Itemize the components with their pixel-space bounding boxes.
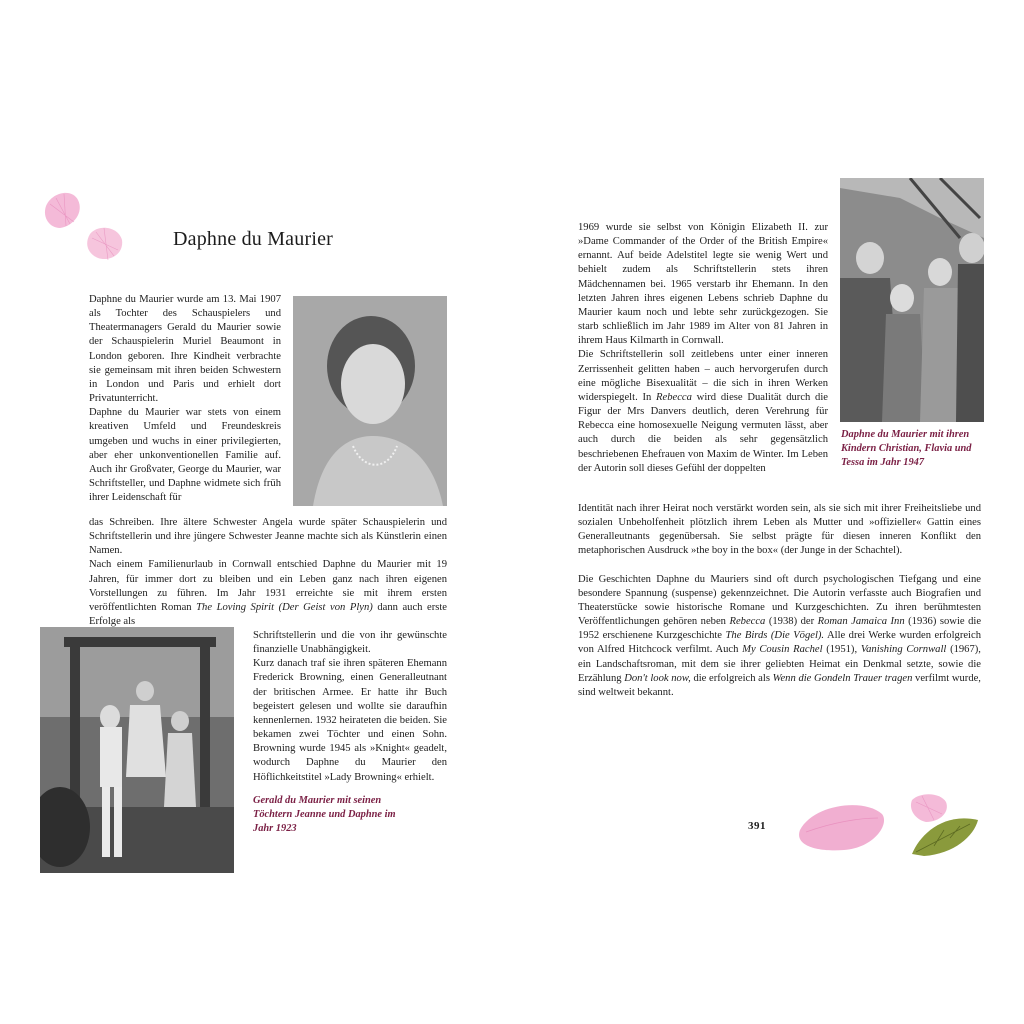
paragraph: Kurz danach traf sie ihren späteren Ehemann Frederick Browning, einen Generalleutnant der britischen Armee. Er hatte ihr Buch begeistert gelesen und wollte sie daraufhin kennenlernen. 1932 heirateten die beiden. Sie bekamen zwei Töchter und einen Sohn. Browning wurde 1945 als »Knight« geadelt, wodurch Daphne du Maurier den Höflichkeitstitel »Lady Browning« erhielt.: [253, 658, 447, 783]
portrait-photo: [293, 296, 447, 506]
text-run: Die Geschichten Daphne du Mauriers sind oft durch psychologischen Tiefgang und eine besondere Spannung (suspense) gekennzeichnet. Die Autorin verfasste auch Biografien und Theaterstücke sowie historische Romane und Kurzgeschichten. Zu ihren berühmtesten Veröffentlichungen gehören neben: [578, 573, 981, 628]
book-title: My Cousin Rachel: [742, 644, 823, 656]
text-run: Die Schriftstellerin soll zeitlebens unter einer inneren Zerrissenheit gelitten haben – auch hervorgerufen durch eine mögliche Bisexualität – die sich in ihren Werken widerspiegelt. In: [578, 349, 828, 403]
paragraph: [578, 573, 981, 700]
text-run: dann auch erste Erfolge als: [89, 601, 448, 628]
text-run: (1938) der: [768, 616, 815, 628]
family-garden-photo: [40, 627, 234, 873]
right-text-full: [578, 502, 981, 700]
book-title: Roman Jamaica Inn: [817, 616, 905, 628]
left-text-bottom: [253, 629, 447, 785]
family-portrait-photo: [840, 178, 984, 422]
caption-family-photo: Daphne du Maurier mit ihren Kindern Christian, Flavia und Tessa im Jahr 1947: [841, 429, 972, 468]
paragraph: 1969 wurde sie selbst von Königin Elizabeth II. zur »Dame Commander of the Order of the British Empire« ernannt. Auf beide Adelstitel legte sie wenig Wert und behielt zudem als Schriftstellerin stets ihren Mädchennamen bei. 1965 verstarb ihr Ehemann. In den letzten Jahren ihres eigenen Lebens schrieb Daphne du Maurier kaum noch und lebte sehr zurückgezogen. Sie starb schließlich im Jahr 1989 im Alter von 81 Jahren in ihrem Haus Kilmarth in Cornwall.: [578, 222, 828, 347]
right-text-top: [578, 221, 828, 476]
text-run: wird diese Dualität durch die Figur der Mrs Danvers deutlich, deren Verehrung für Rebecca eine homosexuelle Neigung vermuten lässt, aber auch durch die beiden als sehr gegensätzlich beschriebenen Ehefrauen von Maxim de Winter. Im Leben der Autorin soll dieses Gefühl der doppelten: [578, 391, 829, 474]
left-text-middle: [89, 516, 447, 629]
book-title: The Birds (Die Vögel).: [725, 630, 825, 642]
book-title: Wenn die Gondeln Trauer tragen: [772, 672, 913, 684]
book-title: Don't look now,: [624, 672, 691, 684]
book-title: Rebecca: [656, 391, 692, 403]
book-title: Vanishing Cornwall: [860, 644, 947, 656]
text-run: Alle drei Werke wurden erfolgreich von Alfred Hitchcock verfilmt. Auch: [578, 630, 981, 656]
text-run: (1936) sowie die 1952 erschienene Kurzgeschichte: [578, 616, 982, 642]
page-number: 391: [748, 820, 766, 832]
left-text-top: [89, 293, 281, 505]
paragraph: Schriftstellerin und die von ihr gewünschte finanzielle Unabhängigkeit.: [253, 630, 447, 656]
book-title: Rebecca: [729, 616, 766, 628]
text-run: verfilmt wurde, sind weltweit bekannt.: [578, 672, 981, 698]
page-title: Daphne du Maurier: [173, 228, 334, 250]
paragraph: Identität nach ihrer Heirat noch verstärkt worden sein, als sie sich mit ihrer Freiheitsliebe und sozialen Unbeholfenheit plötzlich ihrem Leben als Mutter und »offizieller« Gattin eines Generalleutnants gegenübersah. Sie selbst prägte für diesen inneren Konflikt den metaphorischen Ausdruck »the boy in the box« (der Junge in der Schachtel).: [578, 503, 981, 557]
petal-decoration-top-left: [38, 186, 134, 266]
book-title: The Loving Spirit (Der Geist von Plyn): [196, 601, 373, 613]
text-run: (1967), ein Landschaftsroman, mit dem sie ihrer geliebten Heimat ein Denkmal setzte, sowie die Erzählung: [578, 644, 981, 684]
paragraph: Daphne du Maurier war stets von einem kreativen Umfeld und Freundeskreis umgeben und wuchs in einer privilegierten, aber eher unkonventionellen Familie auf. Auch ihr Großvater, George du Maurier, war Schriftsteller, und Daphne widmete sich früh ihrer Leidenschaft für: [89, 407, 281, 504]
paragraph: [89, 558, 447, 629]
text-run: Nach einem Familienurlaub in Cornwall entschied Daphne du Maurier mit 19 Jahren, für immer dort zu bleiben und ein Leben ganz nach ihren eigenen Vorstellungen zu führen. Im Jahr 1931 erreichte sie mit ihrem ersten veröffentlichten Roman: [89, 559, 447, 613]
paragraph: [578, 348, 828, 475]
petal-decoration-bottom-right: [794, 790, 984, 860]
text-run: (1951),: [826, 644, 858, 656]
caption-garden-photo: Gerald du Maurier mit seinen Töchtern Jeanne und Daphne im Jahr 1923: [253, 795, 396, 834]
text-run: die erfolgreich als: [693, 672, 770, 684]
paragraph: Daphne du Maurier wurde am 13. Mai 1907 als Tochter des Schauspielers und Theatermanagers Gerald du Maurier sowie der Schauspielerin Muriel Beaumont in London geboren. Ihre Kindheit verbrachte sie gemeinsam mit ihren beiden Schwestern in London und Paris und erhielt dort Privatunterricht.: [89, 294, 281, 405]
paragraph: das Schreiben. Ihre ältere Schwester Angela wurde später Schauspielerin und Schriftstellerin und ihre jüngere Schwester Jeanne machte sich als Künstlerin einen Namen.: [89, 517, 447, 557]
paragraph-spacer: [578, 559, 981, 573]
